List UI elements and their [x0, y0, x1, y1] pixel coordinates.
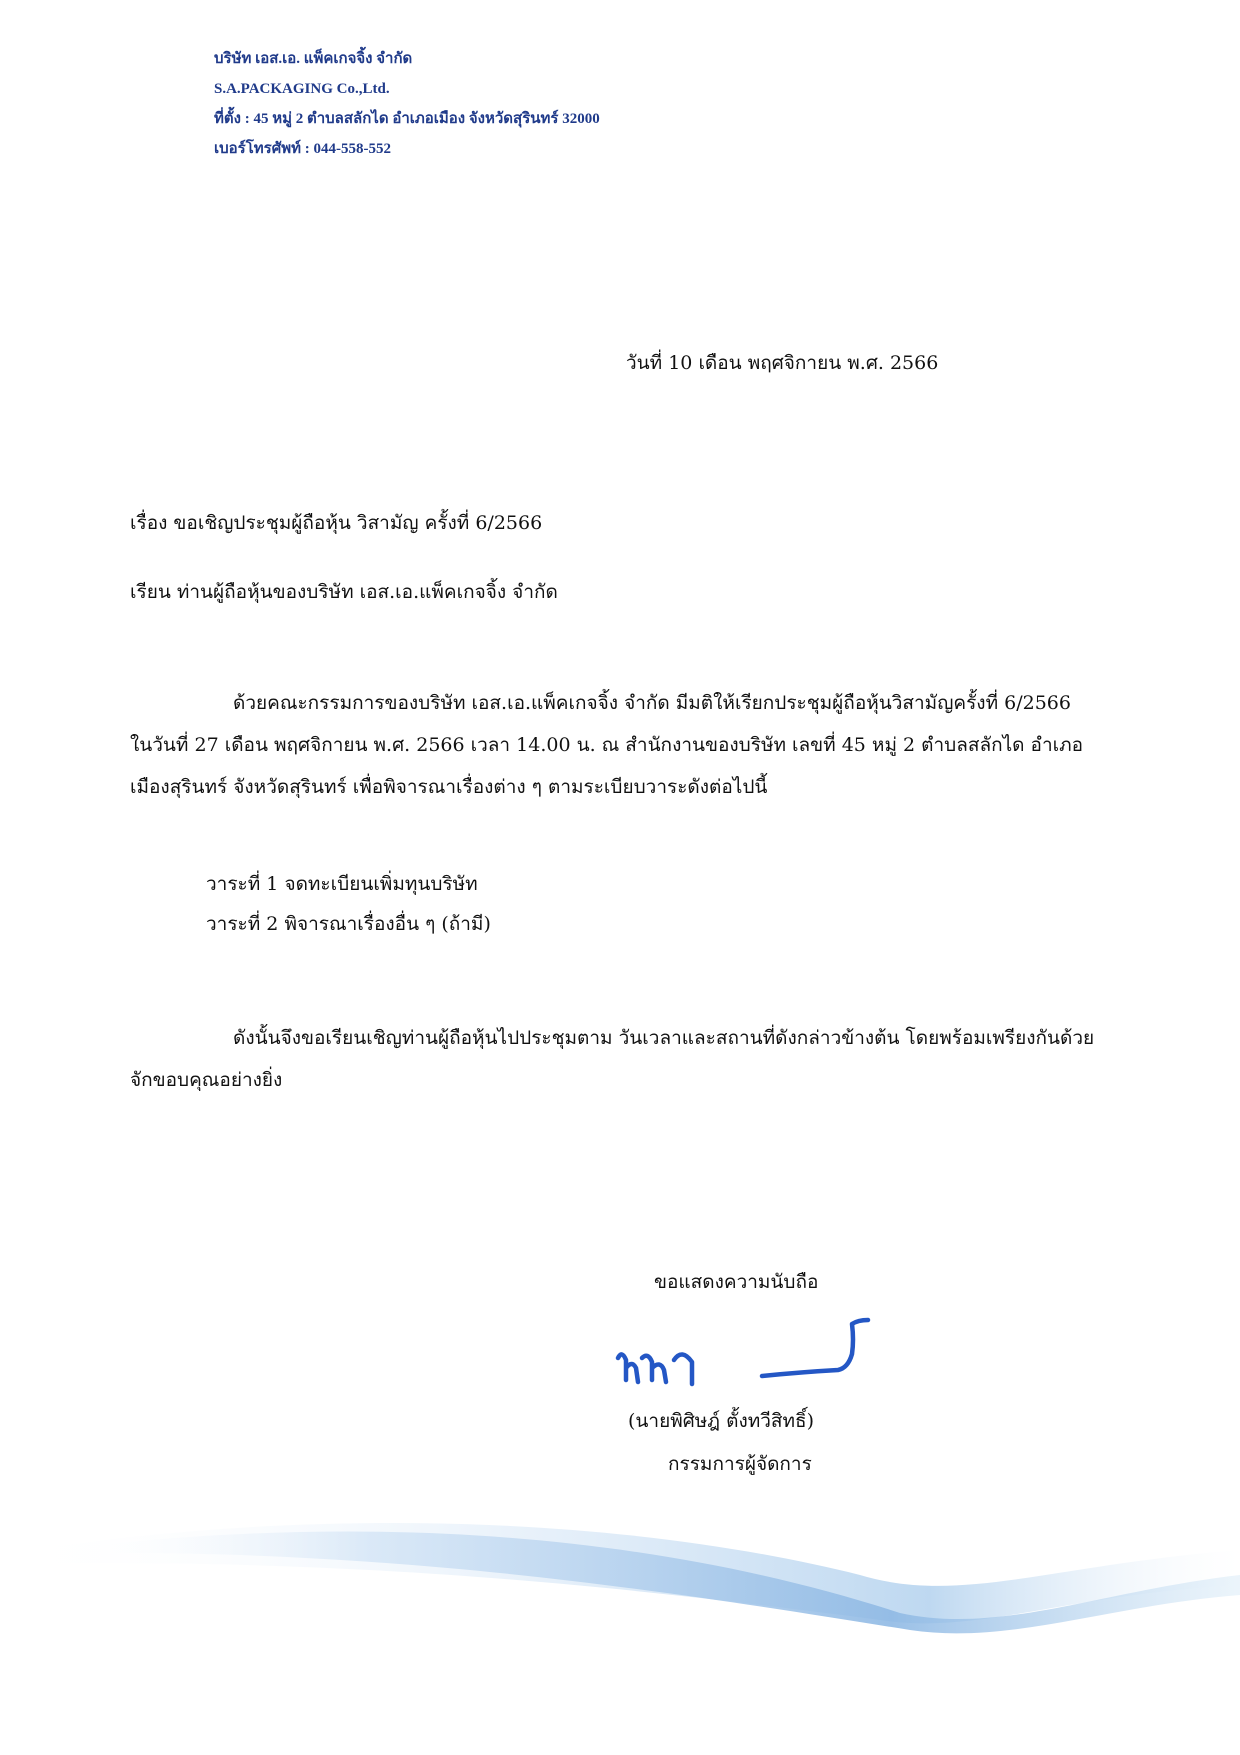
body-paragraph-2 [130, 1017, 1155, 1101]
closing-phrase: ขอแสดงความนับถือ [654, 1271, 819, 1293]
company-address: ที่ตั้ง : 45 หมู่ 2 ตำบลสลักได อำเภอเมือง จังหวัดสุรินทร์ 32000 [214, 111, 600, 127]
body-paragraph-2-line: ดังนั้นจึงขอเรียนเชิญท่านผู้ถือหุ้นไปประชุมตาม วันเวลาและสถานที่ดังกล่าวข้างต้น โดยพร้อมเพรียงกันด้วย [233, 1027, 1095, 1049]
decorative-wave [0, 1495, 1240, 1655]
handwritten-signature [612, 1310, 872, 1390]
body-paragraph-1 [130, 682, 1155, 808]
body-paragraph-1-line: ด้วยคณะกรรมการของบริษัท เอส.เอ.แพ็คเกจจิ้ง จำกัด มีมติให้เรียกประชุมผู้ถือหุ้นวิสามัญครั้งที่ 6/2566 [233, 692, 1071, 714]
body-paragraph-1-line: เมืองสุรินทร์ จังหวัดสุรินทร์ เพื่อพิจารณาเรื่องต่าง ๆ ตามระเบียบวาระดังต่อไปนี้ [130, 776, 768, 798]
agenda-list [206, 864, 491, 944]
company-name-english: S.A.PACKAGING Co.,Ltd. [214, 81, 390, 97]
company-name-thai: บริษัท เอส.เอ. แพ็คเกจจิ้ง จำกัด [214, 51, 413, 67]
body-paragraph-1-line: ในวันที่ 27 เดือน พฤศจิกายน พ.ศ. 2566 เวลา 14.00 น. ณ สำนักงานของบริษัท เลขที่ 45 หมู่ 2 ตำบลสลักได อำเภอ [130, 734, 1084, 756]
signer-title: กรรมการผู้จัดการ [668, 1453, 812, 1475]
company-phone: เบอร์โทรศัพท์ : 044-558-552 [214, 141, 391, 157]
letter-subject: เรื่อง ขอเชิญประชุมผู้ถือหุ้น วิสามัญ ครั้งที่ 6/2566 [130, 512, 543, 534]
signer-name: (นายพิศิษฎ์ ตั้งทวีสิทธิ์) [628, 1410, 815, 1432]
letter-date: วันที่ 10 เดือน พฤศจิกายน พ.ศ. 2566 [626, 352, 939, 374]
letter-salutation: เรียน ท่านผู้ถือหุ้นของบริษัท เอส.เอ.แพ็คเกจจิ้ง จำกัด [130, 581, 558, 603]
agenda-item: วาระที่ 1 จดทะเบียนเพิ่มทุนบริษัท [206, 873, 478, 895]
agenda-item: วาระที่ 2 พิจารณาเรื่องอื่น ๆ (ถ้ามี) [206, 913, 491, 935]
letterhead [214, 44, 600, 164]
body-paragraph-2-line: จักขอบคุณอย่างยิ่ง [130, 1069, 283, 1091]
